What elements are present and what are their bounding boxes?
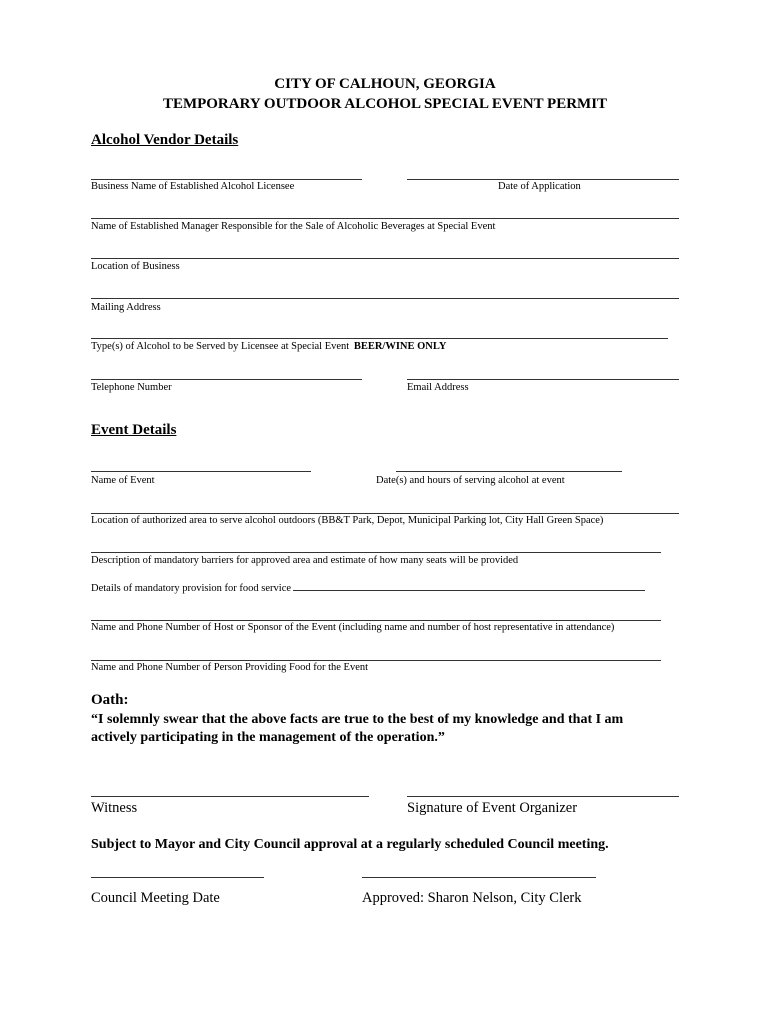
mailing-address-label: Mailing Address bbox=[91, 302, 161, 313]
approval-note: Subject to Mayor and City Council approval at a regularly scheduled Council meeting. bbox=[91, 837, 609, 852]
oath-text-line2: actively participating in the management of the operation.” bbox=[91, 730, 445, 745]
food-provision-field[interactable] bbox=[293, 589, 645, 591]
vendor-section-heading: Alcohol Vendor Details bbox=[91, 132, 239, 148]
event-name-field[interactable] bbox=[91, 471, 311, 472]
oath-heading: Oath: bbox=[91, 692, 129, 708]
business-name-field[interactable] bbox=[91, 179, 362, 180]
manager-name-label: Name of Established Manager Responsible for the Sale of Alcoholic Beverages at Special Event bbox=[91, 221, 496, 232]
host-sponsor-label: Name and Phone Number of Host or Sponsor of the Event (including name and number of host representative in attendance) bbox=[91, 622, 615, 633]
serving-area-field[interactable] bbox=[91, 513, 679, 514]
business-location-field[interactable] bbox=[91, 258, 679, 259]
telephone-label: Telephone Number bbox=[91, 382, 172, 393]
alcohol-types-row bbox=[91, 341, 447, 352]
organizer-signature-field[interactable] bbox=[407, 796, 679, 797]
event-section-heading: Event Details bbox=[91, 422, 177, 438]
barriers-field[interactable] bbox=[91, 552, 661, 553]
council-meeting-date-field[interactable] bbox=[91, 877, 264, 878]
business-name-label: Business Name of Established Alcohol Licensee bbox=[91, 181, 295, 192]
council-meeting-date-label: Council Meeting Date bbox=[91, 890, 220, 906]
organizer-signature-label: Signature of Event Organizer bbox=[407, 800, 578, 816]
event-dates-field[interactable] bbox=[396, 471, 622, 472]
clerk-approval-label: Approved: Sharon Nelson, City Clerk bbox=[362, 890, 582, 906]
event-name-label: Name of Event bbox=[91, 475, 155, 486]
witness-signature-field[interactable] bbox=[91, 796, 369, 797]
manager-name-field[interactable] bbox=[91, 218, 679, 219]
witness-label: Witness bbox=[91, 800, 138, 816]
date-of-application-field[interactable] bbox=[407, 179, 679, 180]
food-provider-label: Name and Phone Number of Person Providing Food for the Event bbox=[91, 662, 369, 673]
clerk-approval-field[interactable] bbox=[362, 877, 596, 878]
telephone-field[interactable] bbox=[91, 379, 362, 380]
alcohol-types-field[interactable] bbox=[91, 338, 668, 339]
event-dates-label: Date(s) and hours of serving alcohol at event bbox=[376, 475, 565, 486]
serving-area-label: Location of authorized area to serve alcohol outdoors (BB&T Park, Depot, Municipal Parking lot, City Hall Green Space) bbox=[91, 515, 604, 526]
business-location-label: Location of Business bbox=[91, 261, 180, 272]
food-provision-label: Details of mandatory provision for food service bbox=[91, 583, 292, 594]
form-title: CITY OF CALHOUN, GEORGIA bbox=[274, 76, 496, 92]
alcohol-types-label: Type(s) of Alcohol to be Served by Licensee at Special Event bbox=[91, 341, 350, 352]
date-of-application-label: Date of Application bbox=[498, 181, 581, 192]
email-field[interactable] bbox=[407, 379, 679, 380]
food-provider-field[interactable] bbox=[91, 660, 661, 661]
form-subtitle: TEMPORARY OUTDOOR ALCOHOL SPECIAL EVENT PERMIT bbox=[162, 96, 608, 112]
oath-text-line1: “I solemnly swear that the above facts are true to the best of my knowledge and that I am bbox=[91, 712, 624, 727]
host-sponsor-field[interactable] bbox=[91, 620, 661, 621]
alcohol-types-value: BEER/WINE ONLY bbox=[353, 341, 447, 352]
email-label: Email Address bbox=[407, 382, 469, 393]
mailing-address-field[interactable] bbox=[91, 298, 679, 299]
food-provision-row bbox=[91, 583, 645, 594]
barriers-label: Description of mandatory barriers for approved area and estimate of how many seats will be provided bbox=[91, 555, 519, 566]
